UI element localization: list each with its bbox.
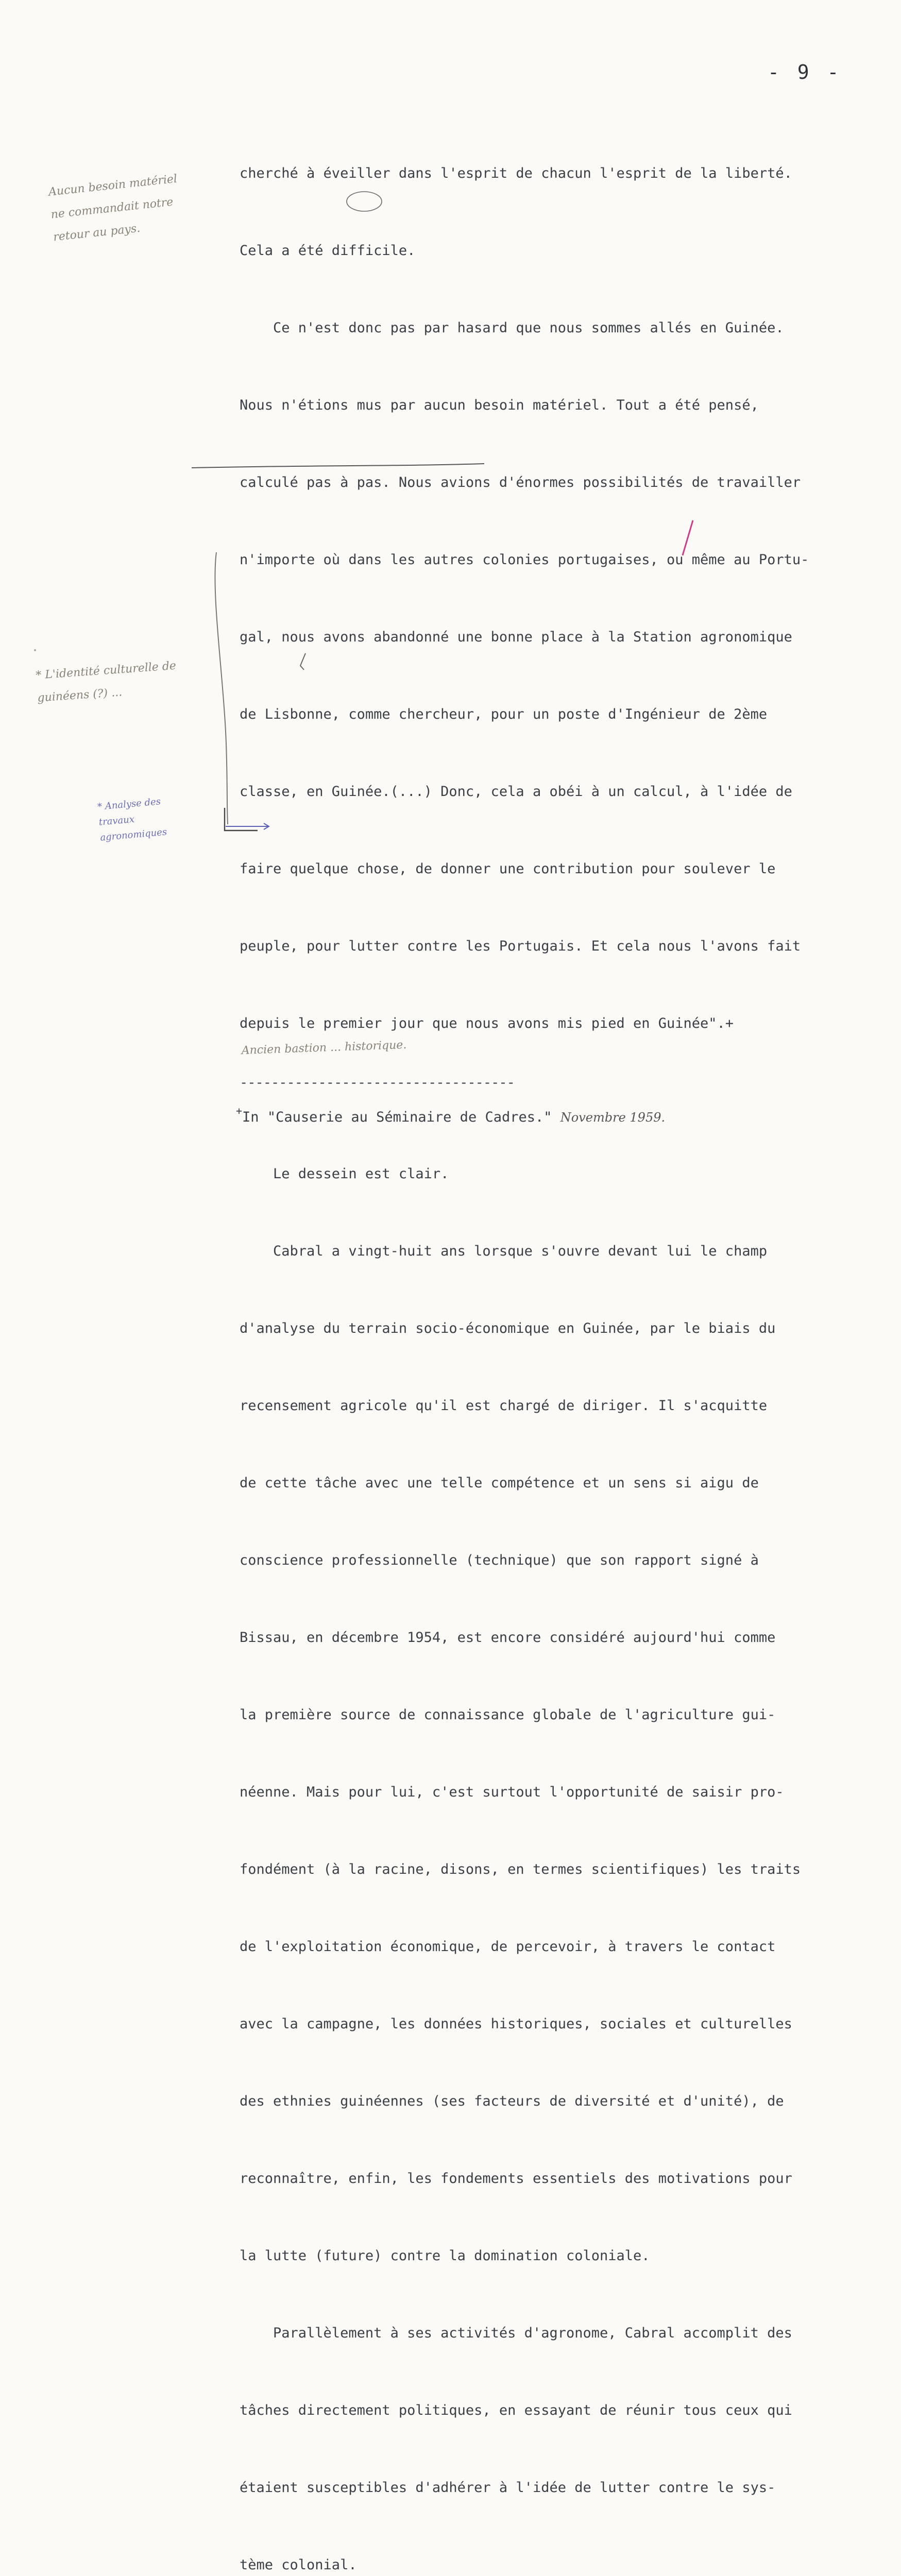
text-line: cherché à éveiller dans l'esprit de chacun l'esprit de la liberté. bbox=[240, 165, 792, 181]
text-line: conscience professionnelle (technique) que son rapport signé à bbox=[240, 1552, 759, 1568]
text-line: Cela a été difficile. bbox=[240, 243, 416, 259]
text-line: Cabral a vingt-huit ans lorsque s'ouvre devant lui le champ bbox=[240, 1243, 768, 1259]
text-line: fondément (à la racine, disons, en termes scientifiques) les traits bbox=[240, 1861, 801, 1877]
text-line: faire quelque chose, de donner une contribution pour soulever le bbox=[240, 861, 776, 877]
margin-note-handwritten: * L'identité culturelle de guinéens (?) ... bbox=[35, 659, 177, 705]
text-line: gal, nous avons abandonné une bonne place à la Station agronomique bbox=[240, 629, 792, 645]
margin-line-annotation bbox=[215, 552, 228, 824]
text-line: tème colonial. bbox=[240, 2557, 357, 2573]
footnote-separator: ----------------------------------- bbox=[240, 1075, 515, 1091]
text-line: reconnaître, enfin, les fondements essentiels des motivations pour bbox=[240, 2171, 792, 2187]
body-text bbox=[240, 109, 847, 2576]
text-line: Le dessein est clair. bbox=[240, 1166, 449, 1182]
text-line: Parallèlement à ses activités d'agronome, Cabral accomplit des bbox=[240, 2325, 792, 2341]
text-line: de Lisbonne, comme chercheur, pour un poste d'Ingénieur de 2ème bbox=[240, 706, 768, 722]
footnote bbox=[236, 1107, 665, 1125]
text-line: étaient susceptibles d'adhérer à l'idée de lutter contre le sys- bbox=[240, 2480, 776, 2496]
text-line: recensement agricole qu'il est chargé de diriger. Il s'acquitte bbox=[240, 1398, 768, 1414]
margin-note-handwritten: Ancien bastion ... historique. bbox=[241, 1038, 407, 1057]
margin-note-handwritten-blue: * Analyse des travaux agronomiques bbox=[97, 796, 167, 843]
text-line: de l'exploitation économique, de percevoir, à travers le contact bbox=[240, 1939, 776, 1955]
page-number: - 9 - bbox=[768, 61, 842, 83]
footnote-text: In "Causerie au Séminaire de Cadres." bbox=[242, 1109, 552, 1125]
margin-note-handwritten: Aucun besoin matériel ne commandait notre retour au pays. bbox=[47, 172, 178, 244]
text-line: néenne. Mais pour lui, c'est surtout l'opportunité de saisir pro- bbox=[240, 1784, 784, 1800]
text-line: des ethnies guinéennes (ses facteurs de diversité et d'unité), de bbox=[240, 2093, 784, 2109]
text-line: d'analyse du terrain socio-économique en Guinée, par le biais du bbox=[240, 1320, 776, 1336]
footnote-handwritten-date: Novembre 1959. bbox=[560, 1110, 666, 1125]
pencil-dot bbox=[34, 649, 36, 651]
text-line: depuis le premier jour que nous avons mis pied en Guinée".+ bbox=[240, 1015, 734, 1031]
text-line: la première source de connaissance globale de l'agriculture gui- bbox=[240, 1707, 776, 1723]
text-line: tâches directement politiques, en essayant de réunir tous ceux qui bbox=[240, 2402, 792, 2418]
text-line: Bissau, en décembre 1954, est encore considéré aujourd'hui comme bbox=[240, 1630, 776, 1646]
text-line: avec la campagne, les données historiques, sociales et culturelles bbox=[240, 2016, 792, 2032]
text-line: calculé pas à pas. Nous avions d'énormes possibilités de travailler bbox=[240, 474, 801, 490]
text-line: de cette tâche avec une telle compétence et un sens si aigu de bbox=[240, 1475, 759, 1491]
footnote-mark: + bbox=[236, 1105, 243, 1117]
text-line: Nous n'étions mus par aucun besoin matériel. Tout a été pensé, bbox=[240, 397, 759, 413]
text-line: la lutte (future) contre la domination coloniale. bbox=[240, 2248, 650, 2264]
text-line: peuple, pour lutter contre les Portugais. Et cela nous l'avons fait bbox=[240, 938, 801, 954]
text-line: classe, en Guinée.(...) Donc, cela a obéi à un calcul, à l'idée de bbox=[240, 784, 792, 800]
text-line: n'importe où dans les autres colonies portugaises, ou même au Portu- bbox=[240, 552, 809, 568]
text-line: Ce n'est donc pas par hasard que nous sommes allés en Guinée. bbox=[240, 320, 784, 336]
